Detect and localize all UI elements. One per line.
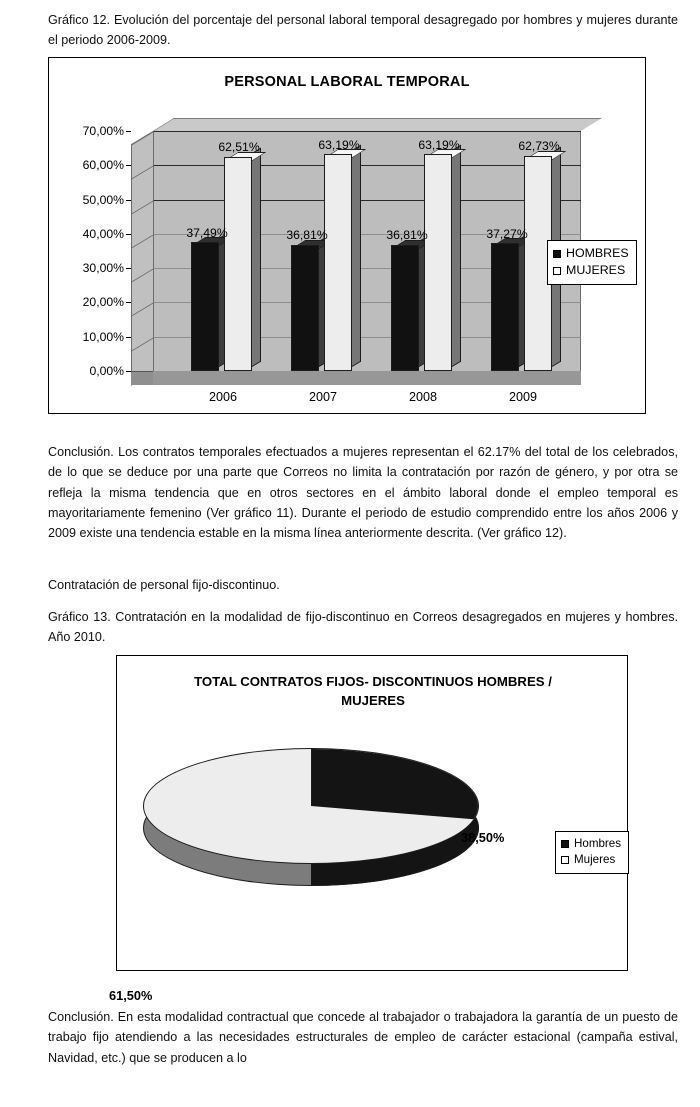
y-tick-20: 20,00% [83,295,131,309]
bar-label-hombres-2008: 36,81% [386,228,428,242]
conclusion-grafico-13-text: Conclusión. En esta modalidad contractual que concede al trabajador o trabajadora la garantía de un puesto de trabajo fijo atendiendo a las necesidades estructurales de empleo de carácter estacional (campaña estival, Navidad, etc.) que se producen a lo [48,1010,678,1065]
gridline-50 [153,200,581,201]
pie-legend-swatch-hombres-icon [561,840,569,848]
pie-legend-item-hombres[interactable] [561,836,621,852]
x-tick-2007: 2007 [308,390,338,404]
pie-chart-title: TOTAL CONTRATOS FIJOS- DISCONTINUOS HOMBRES / MUJERES [194,674,552,708]
legend-item-mujeres[interactable] [553,262,629,279]
y-tick-60: 60,00% [83,158,131,172]
x-tick-2008: 2008 [408,390,438,404]
y-tick-40: 40,00% [83,227,131,241]
bar-label-mujeres-2008: 63,19% [418,138,460,152]
bar-hombres-2006[interactable] [191,242,219,371]
bar-face [424,154,452,371]
pie-label-hombres: 38,50% [461,830,505,845]
y-tick-0: 0,00% [89,364,131,378]
caption-grafico-13-text: Gráfico 13. Contratación en la modalidad de fijo-discontinuo en Correos desagregados en mujeres y hombres. Año 2010. [48,610,678,645]
plot-floor-inner [153,371,581,385]
y-tick-50: 50,00% [83,193,131,207]
legend-swatch-hombres-icon [553,250,561,258]
bar-label-mujeres-2009: 62,73% [518,139,560,153]
bar-face [224,157,252,371]
bar-hombres-2007[interactable] [291,245,319,371]
conclusion-grafico-12 [26,442,678,543]
heading-fijo-discontinuo-text: Contratación de personal fijo-discontinuo. [48,578,280,592]
bar-side [352,145,361,367]
pie-legend-item-mujeres[interactable] [561,852,621,868]
x-tick-2009: 2009 [508,390,538,404]
bar-mujeres-2006[interactable] [224,157,252,371]
y-tick-70: 70,00% [83,124,131,138]
bar-chart-title: PERSONAL LABORAL TEMPORAL [224,74,470,90]
pie-legend-label-mujeres: Mujeres [574,853,616,866]
bar-mujeres-2008[interactable] [424,154,452,371]
legend-item-hombres[interactable] [553,245,629,262]
legend-label-mujeres: MUJERES [566,263,626,277]
bar-label-mujeres-2007: 63,19% [318,138,360,152]
caption-grafico-12 [26,10,678,51]
conclusion-grafico-13 [26,1007,678,1068]
pie-legend-swatch-mujeres-icon [561,856,569,864]
gridline-70 [153,131,581,132]
legend-swatch-mujeres-icon [553,267,561,275]
bar-hombres-2009[interactable] [491,243,519,371]
plot-top-panel [153,118,602,131]
bar-side [252,147,261,367]
figure-grafico-13 [109,655,628,1003]
caption-grafico-13 [26,607,678,648]
bar-face [491,243,519,371]
figure-grafico-12 [48,57,646,414]
bar-label-hombres-2006: 37,49% [186,226,228,240]
bar-chart-plot-area [82,118,581,404]
pie-chart-plot-area [109,748,505,1003]
y-tick-10: 10,00% [83,330,131,344]
x-tick-2006: 2006 [208,390,238,404]
y-tick-30: 30,00% [83,261,131,275]
pie-label-mujeres: 61,50% [109,988,153,1003]
bar-label-mujeres-2006: 62,51% [218,140,260,154]
conclusion-grafico-12-text: Conclusión. Los contratos temporales efectuados a mujeres representan el 62.17% del total de los celebrados, de lo que se deduce por una parte que Correos no limita la contratación por razón de género, y por otra se refleja la misma tendencia que en otros sectores en el ámbito laboral donde el empleo temporal es mayoritariamente femenino (Ver gráfico 11). Durante el periodo de estudio comprendido entre los años 2006 y 2009 existe una tendencia estable en la misma línea anteriormente descrita. (Ver gráfico 12). [48,445,678,541]
bar-side [452,145,461,367]
pie-chart-legend [555,831,629,874]
pie-legend-label-hombres: Hombres [574,837,622,850]
bar-chart-legend [547,240,637,285]
bar-mujeres-2007[interactable] [324,154,352,371]
gridline-60 [153,165,581,166]
bar-face [291,245,319,371]
bar-label-hombres-2009: 37,27% [486,227,528,241]
bar-face [324,154,352,371]
heading-fijo-discontinuo [26,575,678,595]
bar-hombres-2008[interactable] [391,245,419,371]
bar-label-hombres-2007: 36,81% [286,228,328,242]
plot-side-wall [131,131,153,384]
pie-3d-top [143,748,479,864]
bar-face [391,245,419,371]
legend-label-hombres: HOMBRES [566,246,629,260]
caption-grafico-12-text: Gráfico 12. Evolución del porcentaje del personal laboral temporal desagregado por hombres y mujeres durante el periodo 2006-2009. [48,13,678,48]
bar-face [191,242,219,371]
